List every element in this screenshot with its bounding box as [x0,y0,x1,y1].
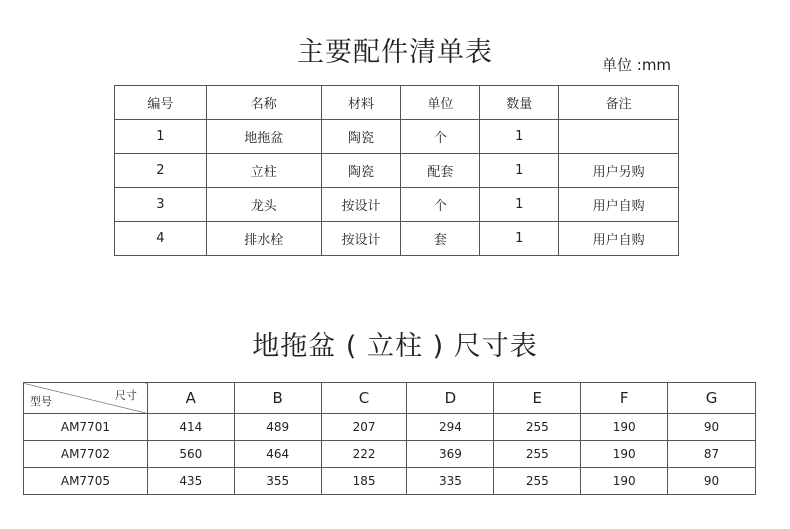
parts-list-table [114,85,679,256]
header-cell: 单位 [401,86,480,120]
header-cell: 编号 [115,86,207,120]
size-table-title: 地拖盆 ( 立柱 ) 尺寸表 [252,331,538,362]
table-cell: 222 [321,441,407,468]
table-cell: 套 [401,222,480,256]
model-cell: AM7701 [24,414,148,441]
table-cell: 3 [115,188,207,222]
corner-model-label: 型号 [30,395,52,408]
table-cell: 435 [147,468,234,495]
model-cell: AM7702 [24,441,148,468]
header-cell: B [234,383,321,414]
table-cell: 185 [321,468,407,495]
table-cell: 个 [401,120,480,154]
table-cell: 190 [581,414,668,441]
table-cell: 1 [480,120,559,154]
header-cell: G [668,383,756,414]
table-cell: 90 [668,468,756,495]
table-cell: 1 [115,120,207,154]
header-cell: 名称 [206,86,321,120]
table-cell: 按设计 [321,188,401,222]
table-cell: 255 [494,414,581,441]
table-row [115,120,679,154]
header-cell: E [494,383,581,414]
table-row [24,441,756,468]
table-cell: 369 [407,441,494,468]
table-cell: 配套 [401,154,480,188]
corner-size-label: 尺寸 [114,389,137,402]
table-cell: 4 [115,222,207,256]
table-cell: 1 [480,222,559,256]
table-cell: 陶瓷 [321,154,401,188]
unit-label: 单位 :mm [602,56,672,74]
model-cell: AM7705 [24,468,148,495]
table-cell: 255 [494,441,581,468]
table-cell: 龙头 [206,188,321,222]
table-cell: 255 [494,468,581,495]
header-cell: 备注 [559,86,679,120]
table-cell: 90 [668,414,756,441]
header-cell: D [407,383,494,414]
size-table [23,382,756,495]
table-cell: 1 [480,188,559,222]
header-cell: C [321,383,407,414]
parts-list-title: 主要配件清单表 [297,37,493,68]
table-cell: 294 [407,414,494,441]
table-cell: 用户另购 [559,154,679,188]
corner-header-cell [24,383,148,414]
table-cell: 排水栓 [206,222,321,256]
table-cell: 190 [581,468,668,495]
table-cell: 个 [401,188,480,222]
table-cell: 2 [115,154,207,188]
table-cell [559,120,679,154]
table-cell: 207 [321,414,407,441]
table-cell: 地拖盆 [206,120,321,154]
table-cell: 190 [581,441,668,468]
table-cell: 414 [147,414,234,441]
table-cell: 335 [407,468,494,495]
table-cell: 立柱 [206,154,321,188]
table-cell: 1 [480,154,559,188]
table-cell: 按设计 [321,222,401,256]
table-row [24,468,756,495]
table-cell: 489 [234,414,321,441]
header-cell: F [581,383,668,414]
parts-header-row [115,86,679,120]
table-row [115,222,679,256]
table-cell: 87 [668,441,756,468]
table-cell: 用户自购 [559,222,679,256]
size-header-row [24,383,756,414]
header-cell: A [147,383,234,414]
table-cell: 用户自购 [559,188,679,222]
table-cell: 464 [234,441,321,468]
header-cell: 数量 [480,86,559,120]
table-row [115,188,679,222]
table-cell: 355 [234,468,321,495]
table-cell: 560 [147,441,234,468]
table-row [115,154,679,188]
table-cell: 陶瓷 [321,120,401,154]
header-cell: 材料 [321,86,401,120]
table-row [24,414,756,441]
